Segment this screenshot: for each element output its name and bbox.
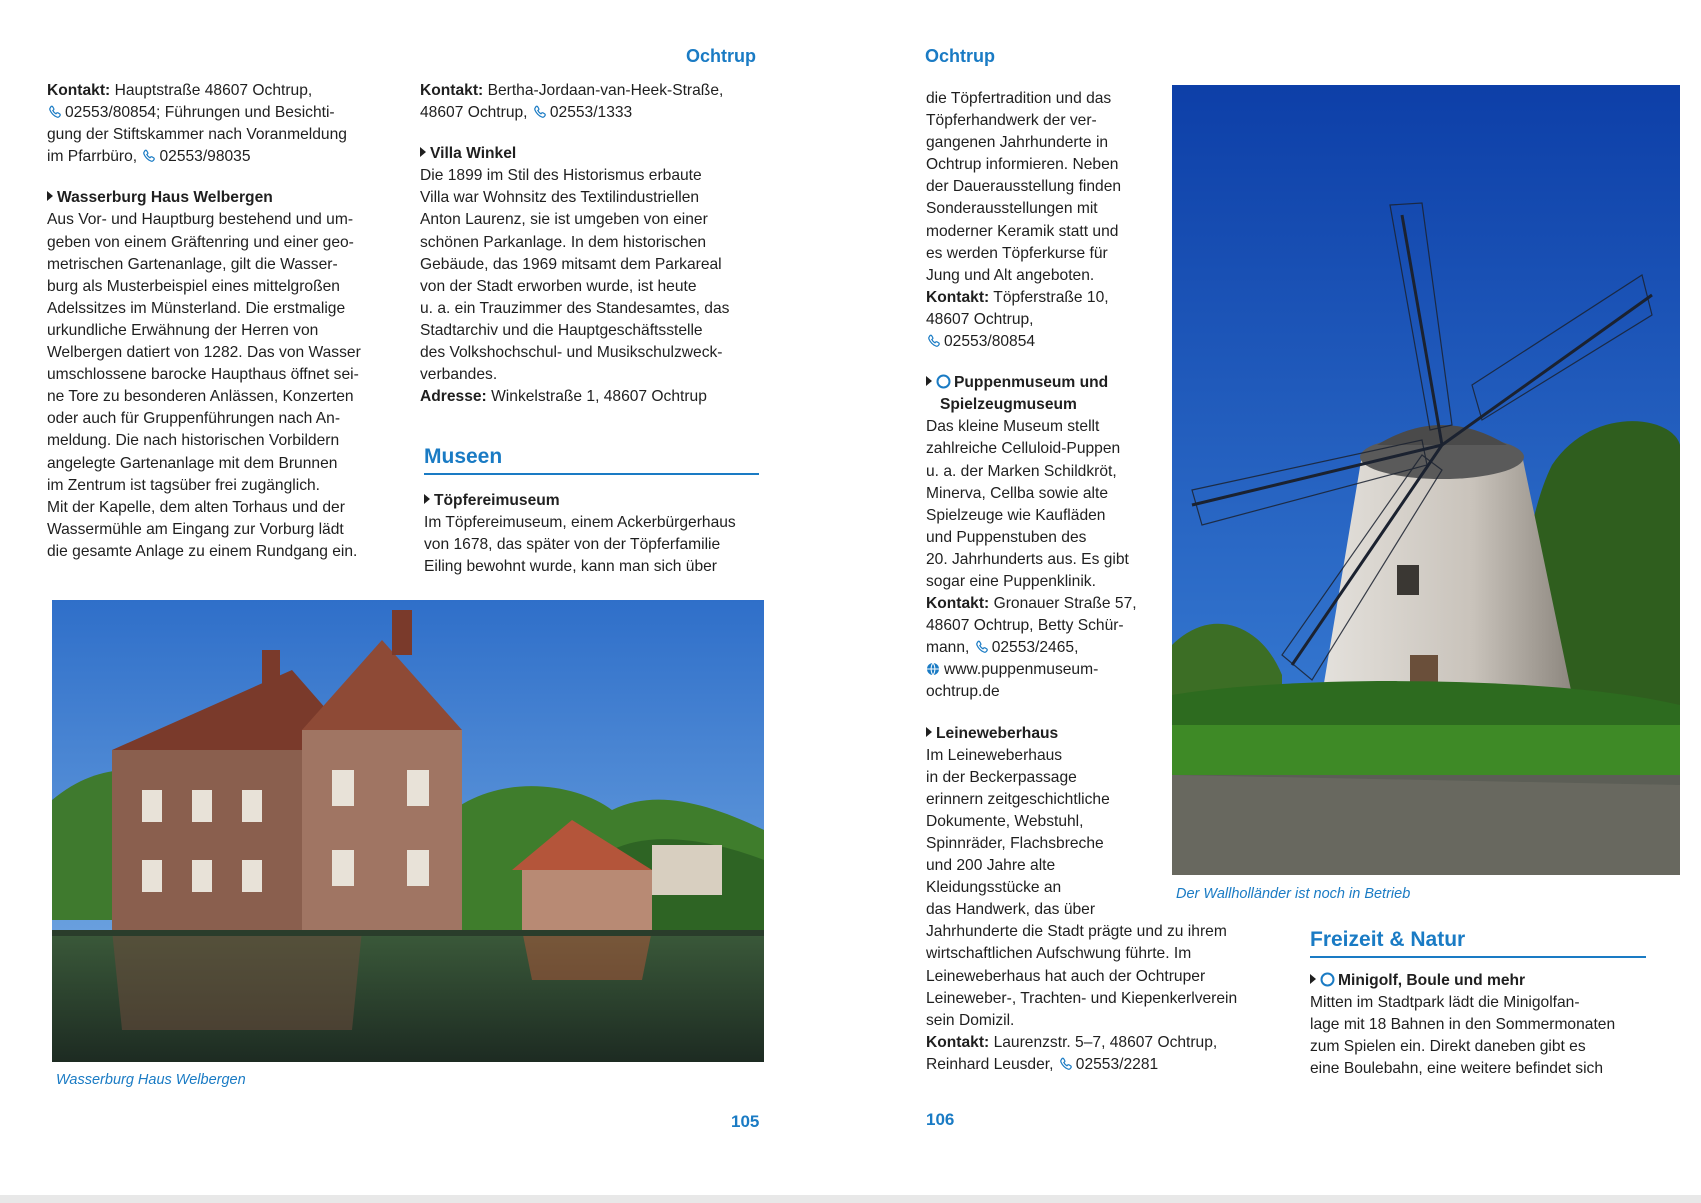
- body-line: umschlossene barocke Haupthaus öffnet sei-: [47, 366, 359, 384]
- contact-label: Kontakt:: [47, 82, 111, 99]
- body-line: die gesamte Anlage zu einem Rundgang ein.: [47, 542, 358, 560]
- contact-label: Kontakt:: [926, 595, 990, 613]
- body-line: Stadtarchiv und die Hauptgeschäftsstelle: [420, 321, 703, 339]
- phone-icon: [1059, 1057, 1073, 1071]
- body-line: des Volkshochschul- und Musikschulzweck-: [420, 344, 723, 362]
- website-link[interactable]: ochtrup.de: [926, 683, 1000, 701]
- body-line: sein Domizil.: [926, 1011, 1015, 1029]
- body-line: Jahrhunderte die Stadt prägte und zu ihrem: [926, 923, 1227, 941]
- body-line: Sonderausstellungen mit: [926, 200, 1098, 218]
- phone-icon: [48, 105, 62, 119]
- body-line: zahlreiche Celluloid-Puppen: [926, 440, 1121, 458]
- contact-phone: 02553/2281: [1075, 1055, 1159, 1073]
- body-line: Mitten im Stadtpark lädt die Minigolfan-: [1310, 994, 1580, 1012]
- museum-entry: [424, 490, 769, 578]
- body-line: Minerva, Cellba sowie alte: [926, 484, 1109, 502]
- contact-label: Kontakt:: [420, 82, 484, 99]
- body-line: Töpferhandwerk der ver-: [926, 112, 1097, 130]
- contact-text: Bertha-Jordaan-van-Heek-Straße,: [483, 82, 724, 99]
- globe-icon: [926, 662, 940, 676]
- body-line: von der Stadt erworben wurde, ist heute: [420, 277, 697, 295]
- body-line: erinnern zeitgeschichtliche: [926, 790, 1110, 808]
- photo-caption-left: Wasserburg Haus Welbergen: [56, 1072, 246, 1088]
- body-line: angelegte Gartenanlage mit dem Brunnen: [47, 454, 338, 472]
- section-heading-museen: Museen: [424, 445, 759, 475]
- contact-text: 48607 Ochtrup,: [420, 104, 528, 122]
- tip-circle-icon: [936, 374, 951, 389]
- body-line: Aus Vor- und Hauptburg bestehend und um-: [47, 211, 354, 229]
- body-line: Welbergen datiert von 1282. Das von Wasser: [47, 344, 361, 362]
- bullet-triangle-icon: [926, 727, 932, 737]
- body-line: und Puppenstuben des: [926, 528, 1087, 546]
- body-line: burg als Musterbeispiel eines mittelgroßen: [47, 277, 340, 295]
- body-line: Leineweberhaus hat auch der Ochtruper: [926, 967, 1206, 985]
- contact-phone: 02553/2465,: [991, 639, 1079, 657]
- body-line: Spinnräder, Flachsbreche: [926, 835, 1104, 852]
- bullet-triangle-icon: [47, 191, 53, 201]
- photo-windmill: [1172, 85, 1680, 875]
- address-label: Adresse:: [420, 388, 487, 406]
- body-line: Wassermühle am Eingang zur Vorburg lädt: [47, 520, 344, 538]
- contact-text: Hauptstraße 48607 Ochtrup,: [110, 82, 313, 99]
- body-line: im Zentrum ist tagsüber frei zugänglich.: [47, 476, 321, 494]
- body-line: Gebäude, das 1969 mitsamt dem Parkareal: [420, 255, 722, 273]
- body-line: Adelssitzes im Münsterland. Die erstmalige: [47, 299, 346, 317]
- body-line: die Töpfertradition und das: [926, 90, 1112, 107]
- contact-phone: 02553/1333: [549, 104, 633, 122]
- body-line: u. a. ein Trauzimmer des Standesamtes, das: [420, 299, 730, 317]
- left-column-1: [47, 80, 397, 563]
- contact-text: Gronauer Straße 57,: [989, 595, 1137, 613]
- body-line: Das kleine Museum stellt: [926, 418, 1100, 436]
- entry-title-puppenmuseum-l2: Spielzeugmuseum: [940, 396, 1077, 414]
- body-line: Mit der Kapelle, dem alten Torhaus und der: [47, 498, 345, 516]
- running-head-left: Ochtrup: [686, 46, 756, 66]
- contact-text: Reinhard Leusder,: [926, 1055, 1054, 1073]
- left-column-2: [420, 80, 765, 408]
- body-line: das Handwerk, das über: [926, 901, 1096, 919]
- leineweberhaus-wide-block: [926, 921, 1271, 1076]
- bullet-triangle-icon: [1310, 974, 1316, 984]
- body-line: zum Spielen ein. Direkt daneben gibt es: [1310, 1038, 1586, 1056]
- contact-text: 48607 Ochtrup,: [926, 310, 1034, 328]
- contact-phone: 02553/80854: [944, 333, 1036, 351]
- section-heading-freizeit: Freizeit & Natur: [1310, 928, 1646, 958]
- body-line: eine Boulebahn, eine weitere befindet sich: [1310, 1060, 1604, 1078]
- body-line: Eiling bewohnt wurde, kann man sich über: [424, 558, 717, 576]
- body-line: Die 1899 im Stil des Historismus erbaute: [420, 167, 702, 185]
- entry-title-toepfereimuseum: Töpfereimuseum: [424, 490, 769, 512]
- page-number-right: 106: [926, 1110, 955, 1129]
- body-line: urkundliche Erwähnung der Herren von: [47, 321, 319, 339]
- phone-icon: [975, 640, 989, 654]
- body-line: geben von einem Gräftenring und einer geo-: [47, 233, 354, 251]
- entry-title-minigolf: Minigolf, Boule und mehr: [1310, 970, 1670, 992]
- body-line: Ochtrup informieren. Neben: [926, 156, 1119, 174]
- phone-icon: [142, 149, 156, 163]
- body-line: Spielzeuge wie Kaufläden: [926, 506, 1106, 524]
- photo-caption-right: Der Wallholländer ist noch in Betrieb: [1176, 886, 1411, 902]
- bullet-triangle-icon: [926, 376, 932, 386]
- tip-circle-icon: [1320, 972, 1335, 987]
- body-line: gangenen Jahrhunderte in: [926, 134, 1109, 152]
- body-line: Leineweber-, Trachten- und Kiepenkerlverein: [926, 989, 1238, 1007]
- page-number-left: 105: [731, 1112, 760, 1131]
- contact-text: 02553/80854; Führungen und Besichti-: [65, 104, 335, 122]
- body-line: lage mit 18 Bahnen in den Sommermonaten: [1310, 1016, 1616, 1034]
- entry-title-puppenmuseum: Puppenmuseum und: [926, 372, 1176, 394]
- body-line: ne Tore zu besonderen Anlässen, Konzerten: [47, 388, 354, 406]
- body-line: Jung und Alt angeboten.: [926, 266, 1095, 284]
- entry-title-leineweberhaus: Leineweberhaus: [926, 723, 1176, 745]
- body-line: sogar eine Puppenklinik.: [926, 572, 1096, 590]
- body-line: es werden Töpferkurse für: [926, 244, 1108, 262]
- website-link[interactable]: www.puppenmuseum-: [944, 661, 1099, 679]
- body-line: von 1678, das später von der Töpferfamilie: [424, 536, 721, 554]
- body-line: meldung. Die nach historischen Vorbildern: [47, 432, 340, 450]
- page-edge-shadow: [0, 1195, 1701, 1203]
- body-line: verbandes.: [420, 366, 498, 384]
- contact-text: 48607 Ochtrup, Betty Schür-: [926, 617, 1124, 635]
- body-line: in der Beckerpassage: [926, 768, 1077, 786]
- photo-wasserburg: [52, 600, 764, 1062]
- contact-text: Töpferstraße 10,: [989, 288, 1109, 306]
- entry-title-villa-winkel: Villa Winkel: [420, 143, 765, 165]
- contact-phone: 02553/98035: [159, 148, 251, 166]
- bullet-triangle-icon: [420, 147, 426, 157]
- bullet-triangle-icon: [424, 494, 430, 504]
- body-line: Dokumente, Webstuhl,: [926, 812, 1084, 830]
- body-line: der Dauerausstellung finden: [926, 178, 1122, 196]
- body-line: 20. Jahrhunderts aus. Es gibt: [926, 550, 1129, 568]
- contact-text: mann,: [926, 639, 970, 657]
- contact-text: gung der Stiftskammer nach Voranmeldung: [47, 126, 347, 144]
- body-line: Im Leineweberhaus: [926, 746, 1063, 764]
- entry-title-wasserburg: Wasserburg Haus Welbergen: [47, 187, 397, 209]
- body-line: und 200 Jahre alte: [926, 857, 1056, 875]
- body-line: moderner Keramik statt und: [926, 222, 1119, 240]
- body-line: schönen Parkanlage. In dem historischen: [420, 233, 707, 251]
- phone-icon: [927, 334, 941, 348]
- freizeit-entry: [1310, 970, 1670, 1080]
- body-line: u. a. der Marken Schildkröt,: [926, 462, 1117, 480]
- contact-text: im Pfarrbüro,: [47, 148, 138, 166]
- body-line: wirtschaftlichen Aufschwung führte. Im: [926, 945, 1192, 963]
- body-line: Anton Laurenz, sie ist umgeben von einer: [420, 211, 708, 229]
- contact-label: Kontakt:: [926, 288, 990, 306]
- body-line: metrischen Gartenanlage, gilt die Wasser-: [47, 255, 338, 273]
- body-line: Kleidungsstücke an: [926, 879, 1062, 897]
- right-column-1: [926, 88, 1238, 1076]
- body-line: oder auch für Gruppenführungen nach An-: [47, 410, 341, 428]
- running-head-right: Ochtrup: [925, 46, 995, 66]
- body-line: Villa war Wohnsitz des Textilindustriellen: [420, 189, 700, 207]
- phone-icon: [533, 105, 547, 119]
- contact-label: Kontakt:: [926, 1033, 990, 1051]
- body-line: Im Töpfereimuseum, einem Ackerbürgerhaus: [424, 514, 736, 532]
- address-text: Winkelstraße 1, 48607 Ochtrup: [486, 388, 707, 406]
- contact-text: Laurenzstr. 5–7, 48607 Ochtrup,: [989, 1033, 1218, 1051]
